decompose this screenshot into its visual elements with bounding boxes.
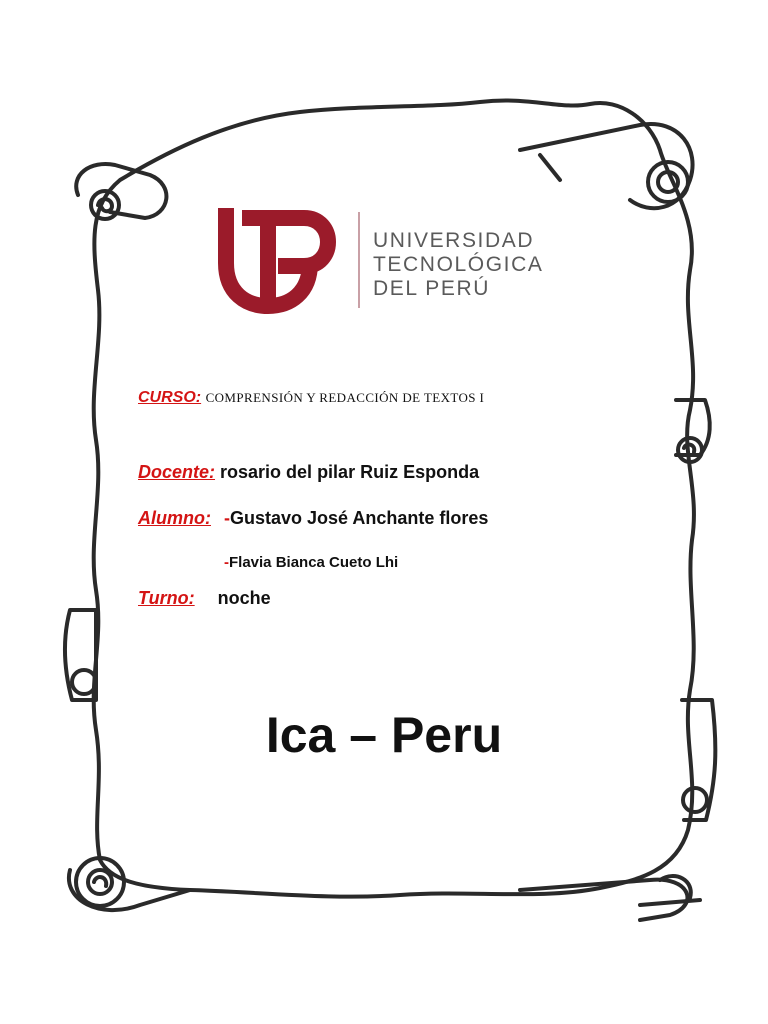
turno-label: Turno:: [138, 588, 195, 608]
logo-line-1: UNIVERSIDAD: [373, 229, 535, 252]
utp-emblem-icon: [218, 208, 358, 314]
docente-label: Docente:: [138, 462, 216, 482]
field-alumno-2: [224, 554, 398, 571]
logo-divider: [358, 212, 360, 308]
alumno-value-1: Gustavo José Anchante flores: [230, 508, 489, 528]
field-curso: [138, 389, 484, 407]
turno-value: noche: [217, 588, 271, 608]
curso-label: CURSO:: [138, 389, 202, 406]
city-title: Ica – Peru: [265, 707, 503, 763]
field-turno: [138, 588, 271, 609]
field-docente: [138, 462, 479, 483]
logo-line-2: TECNOLÓGICA: [373, 253, 544, 276]
curso-value: COMPRENSIÓN Y REDACCIÓN DE TEXTOS I: [205, 390, 485, 405]
alumno-dash-1: -: [224, 508, 230, 528]
field-alumno: [138, 508, 488, 529]
alumno-value-2: Flavia Bianca Cueto Lhi: [229, 554, 399, 571]
university-logo: [218, 208, 548, 314]
clipped-line-text: [138, 630, 298, 640]
logo-line-3: DEL PERÚ: [373, 277, 491, 300]
docente-value: rosario del pilar Ruiz Esponda: [220, 462, 480, 482]
alumno-dash-2: -: [224, 554, 229, 571]
clipped-line: [138, 628, 298, 640]
alumno-label: Alumno:: [138, 508, 211, 528]
